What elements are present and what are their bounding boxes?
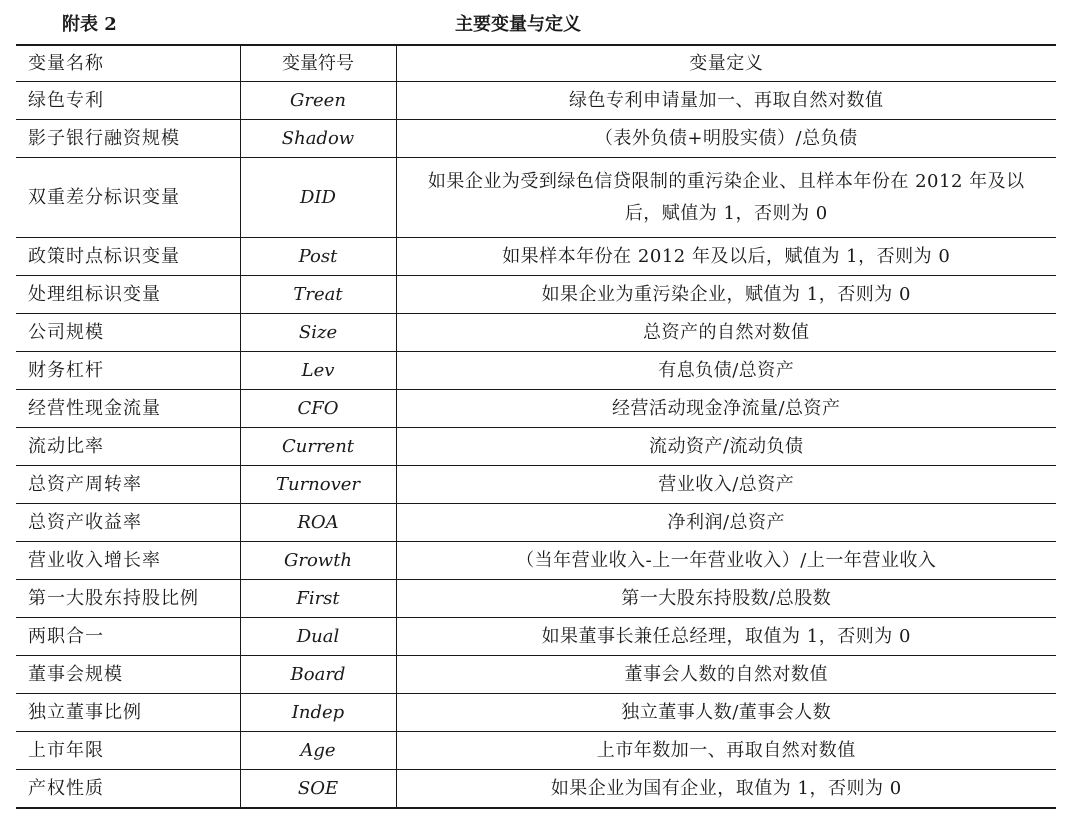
variable-name-cell: 财务杠杆 (16, 352, 240, 390)
variable-symbol-cell: Turnover (240, 466, 396, 504)
variable-name-cell: 董事会规模 (16, 656, 240, 694)
table-title: 主要变量与定义 (455, 14, 581, 35)
variable-definition-cell: 营业收入/总资产 (396, 466, 1056, 504)
variable-symbol-cell: Green (240, 82, 396, 120)
variable-definition-cell: 如果董事长兼任总经理，取值为 1，否则为 0 (396, 618, 1056, 656)
table-row (16, 238, 1056, 276)
variable-name-cell: 政策时点标识变量 (16, 238, 240, 276)
variable-symbol-cell: Size (240, 314, 396, 352)
variable-symbol-cell: CFO (240, 390, 396, 428)
table-number-label: 附表 2 (62, 14, 117, 35)
variable-symbol-cell: Board (240, 656, 396, 694)
variable-symbol-cell: Age (240, 732, 396, 770)
table-row (16, 656, 1056, 694)
variable-name-cell: 经营性现金流量 (16, 390, 240, 428)
table-row (16, 580, 1056, 618)
table-body (16, 82, 1056, 809)
variable-definition-table-container (16, 44, 1056, 809)
header-variable-name: 变量名称 (16, 45, 240, 82)
table-row (16, 542, 1056, 580)
variable-symbol-cell: Shadow (240, 120, 396, 158)
variable-name-cell: 公司规模 (16, 314, 240, 352)
table-caption (0, 12, 1080, 38)
variable-definition-cell: 总资产的自然对数值 (396, 314, 1056, 352)
variable-definition-cell: 独立董事人数/董事会人数 (396, 694, 1056, 732)
variable-name-cell: 处理组标识变量 (16, 276, 240, 314)
variable-symbol-cell: Post (240, 238, 396, 276)
variable-symbol-cell: DID (240, 158, 396, 238)
variable-definition-cell: （当年营业收入-上一年营业收入）/上一年营业收入 (396, 542, 1056, 580)
variable-definition-cell: 经营活动现金净流量/总资产 (396, 390, 1056, 428)
variable-symbol-cell: Current (240, 428, 396, 466)
variable-symbol-cell: SOE (240, 770, 396, 809)
variable-definition-cell: 如果企业为国有企业，取值为 1，否则为 0 (550, 777, 902, 799)
variable-definition-cell: （表外负债+明股实债）/总负债 (396, 120, 1056, 158)
variable-name-cell: 独立董事比例 (16, 694, 240, 732)
table-row (16, 276, 1056, 314)
variable-definition-cell: 第一大股东持股数/总股数 (396, 580, 1056, 618)
variable-name-cell: 两职合一 (16, 618, 240, 656)
variable-name-cell: 产权性质 (16, 770, 240, 809)
table-row (16, 618, 1056, 656)
variable-symbol-cell: ROA (240, 504, 396, 542)
table-row (16, 158, 1056, 238)
table-row (16, 352, 1056, 390)
variable-definition-cell: 绿色专利申请量加一、再取自然对数值 (396, 82, 1056, 120)
variable-name-cell: 总资产收益率 (16, 504, 240, 542)
table-row (16, 504, 1056, 542)
variable-definition-cell: 上市年数加一、再取自然对数值 (396, 732, 1056, 770)
table-row (16, 694, 1056, 732)
table-row (16, 120, 1056, 158)
variable-symbol-cell: Indep (240, 694, 396, 732)
variable-symbol-cell: Growth (240, 542, 396, 580)
variable-definition-cell: 流动资产/流动负债 (396, 428, 1056, 466)
variable-definition-cell: 净利润/总资产 (396, 504, 1056, 542)
table-header (16, 45, 1056, 82)
table-row (16, 466, 1056, 504)
variable-name-cell: 营业收入增长率 (16, 542, 240, 580)
variable-definition-cell: 如果样本年份在 2012 年及以后，赋值为 1，否则为 0 (396, 238, 1056, 276)
variable-symbol-cell: Treat (240, 276, 396, 314)
table-row (16, 732, 1056, 770)
variable-name-cell: 总资产周转率 (16, 466, 240, 504)
table-row (16, 390, 1056, 428)
table-row (16, 428, 1056, 466)
table-row (16, 82, 1056, 120)
table-row (16, 770, 1056, 809)
variable-definition-cell: 如果企业为受到绿色信贷限制的重污染企业、且样本年份在 2012 年及以后，赋值为 1，否则为 0 (396, 158, 1056, 238)
variable-definition-cell: 有息负债/总资产 (396, 352, 1056, 390)
header-variable-definition: 变量定义 (396, 45, 1056, 82)
variable-definition-cell: 董事会人数的自然对数值 (396, 656, 1056, 694)
variable-name-cell: 第一大股东持股比例 (16, 580, 240, 618)
variable-definition-cell: 如果企业为重污染企业，赋值为 1，否则为 0 (396, 276, 1056, 314)
variable-name-cell: 影子银行融资规模 (16, 120, 240, 158)
variable-name-cell: 双重差分标识变量 (16, 158, 240, 238)
variable-name-cell: 上市年限 (16, 732, 240, 770)
variable-name-cell: 绿色专利 (16, 82, 240, 120)
variable-symbol-cell: Lev (240, 352, 396, 390)
variable-name-cell: 流动比率 (16, 428, 240, 466)
header-variable-symbol: 变量符号 (240, 45, 396, 82)
variable-definition-table (16, 44, 1056, 809)
variable-symbol-cell: First (240, 580, 396, 618)
variable-symbol-cell: Dual (240, 618, 396, 656)
header-row (16, 45, 1056, 82)
table-row (16, 314, 1056, 352)
